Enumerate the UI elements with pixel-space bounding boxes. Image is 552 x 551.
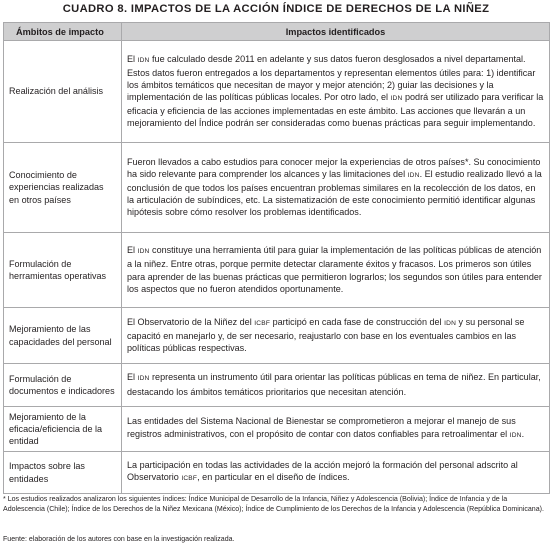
acronym: IDN <box>509 431 522 439</box>
area-cell: Impactos sobre las entidades <box>4 452 122 494</box>
header-areas: Ámbitos de impacto <box>4 23 122 41</box>
area-cell: Formulación de documentos e indicadores <box>4 364 122 407</box>
acronym: IDN <box>444 319 457 327</box>
table-row <box>4 308 550 364</box>
table-title: CUADRO 8. IMPACTOS DE LA ACCIÓN ÍNDICE DE DERECHOS DE LA NIÑEZ <box>62 3 490 15</box>
impact-cell: El IDN representa un instrumento útil para orientar las políticas públicas en tema de niñez. En particular, destacando los ámbitos temáticos prioritarios que necesitan atención. <box>122 364 550 407</box>
table-row <box>4 143 550 233</box>
area-cell: Mejoramiento de las capacidades del personal <box>4 308 122 364</box>
table-row <box>4 407 550 452</box>
impact-cell: Fueron llevados a cabo estudios para conocer mejor la experiencias de otros países*. Su conocimiento ha sido relevante para comprender los alcances y las limitaciones del IDN. El estudio realizado llevó a la conclusión de que todos los países encuentran problemas similares en la recolección de los datos, en la articulación de subíndices, etc. La sistematización de este conocimiento permitió identificar algunas hipótesis sobre cómo resolver los problemas identificados. <box>122 143 550 233</box>
impact-cell: El IDN fue calculado desde 2011 en adelante y sus datos fueron desglosados a nivel departamental. Estos datos fueron entregados a los departamentos y representan elementos útiles para: 1) identificar los ámbitos temáticos que necesitan de mayor y mejor atención; 2) guiar las decisiones y la implementación de las políticas públicas locales. Por otro lado, el IDN podrá ser utilizado para verificar la eficacia y eficiencia de las acciones implementadas en este ámbito. Las acciones que llevarán a un mejoramiento del Índice podrán ser consideradas como buenas prácticas para seguir implementando. <box>122 41 550 143</box>
acronym: IDN <box>137 248 150 256</box>
table-header-row <box>4 23 550 41</box>
table-row <box>4 41 550 143</box>
table-row <box>4 452 550 494</box>
area-cell: Formulación de herramientas operativas <box>4 233 122 308</box>
acronym: IDN <box>407 171 420 179</box>
impact-cell: El Observatorio de la Niñez del ICBF participó en cada fase de construcción del IDN y su personal se capacitó en manejarlo y, de ser necesario, reajustarlo con base en los eventuales cambios en las políticas públicas respectivas. <box>122 308 550 364</box>
header-impacts: Impactos identificados <box>122 23 550 41</box>
impact-cell: Las entidades del Sistema Nacional de Bienestar se comprometieron a mejorar el manejo de sus registros administrativos, con el propósito de contar con datos confiables para retroalimentar el IDN. <box>122 407 550 452</box>
table-row <box>4 364 550 407</box>
acronym: IDN <box>390 95 403 102</box>
area-cell: Realización del análisis <box>4 41 122 143</box>
table-row <box>4 233 550 308</box>
area-cell: Mejoramiento de la eficacia/eficiencia de la entidad <box>4 407 122 452</box>
source-note: Fuente: elaboración de los autores con base en la investigación realizada. <box>3 536 235 543</box>
impacts-table <box>3 22 550 494</box>
impact-cell: La participación en todas las actividades de la acción mejoró la formación del personal adscrito al Observatorio ICBF, en particular en el diseño de índices. <box>122 452 550 494</box>
acronym: ICBF <box>254 319 271 327</box>
acronym: IDN <box>137 375 150 383</box>
footnote: * Los estudios realizados analizaron los siguientes índices: Índice Municipal de Desarrollo de la Infancia, Niñez y Adolescencia (Bolivia); Índice de Infancia y de la Adolescencia (Chile); Índice de los Derechos de la Niñez Mexicana (México); Índice de Cumplimiento de los Derechos de la Infancia y Adolescencia (República Dominicana). <box>3 496 544 514</box>
area-cell: Conocimiento de experiencias realizadas en otros países <box>4 143 122 233</box>
acronym: ICBF <box>181 475 198 482</box>
impact-cell: El IDN constituye una herramienta útil para guiar la implementación de las políticas públicas de atención a la niñez. Entre otras, porque permite detectar claramente éxitos y fracasos. Los primeros son útiles para aprender de las buenas prácticas que permitieron lograrlos; los segundos son útiles para entender los aspectos que no fueron atendidos oportunamente. <box>122 233 550 308</box>
acronym: IDN <box>137 56 150 64</box>
